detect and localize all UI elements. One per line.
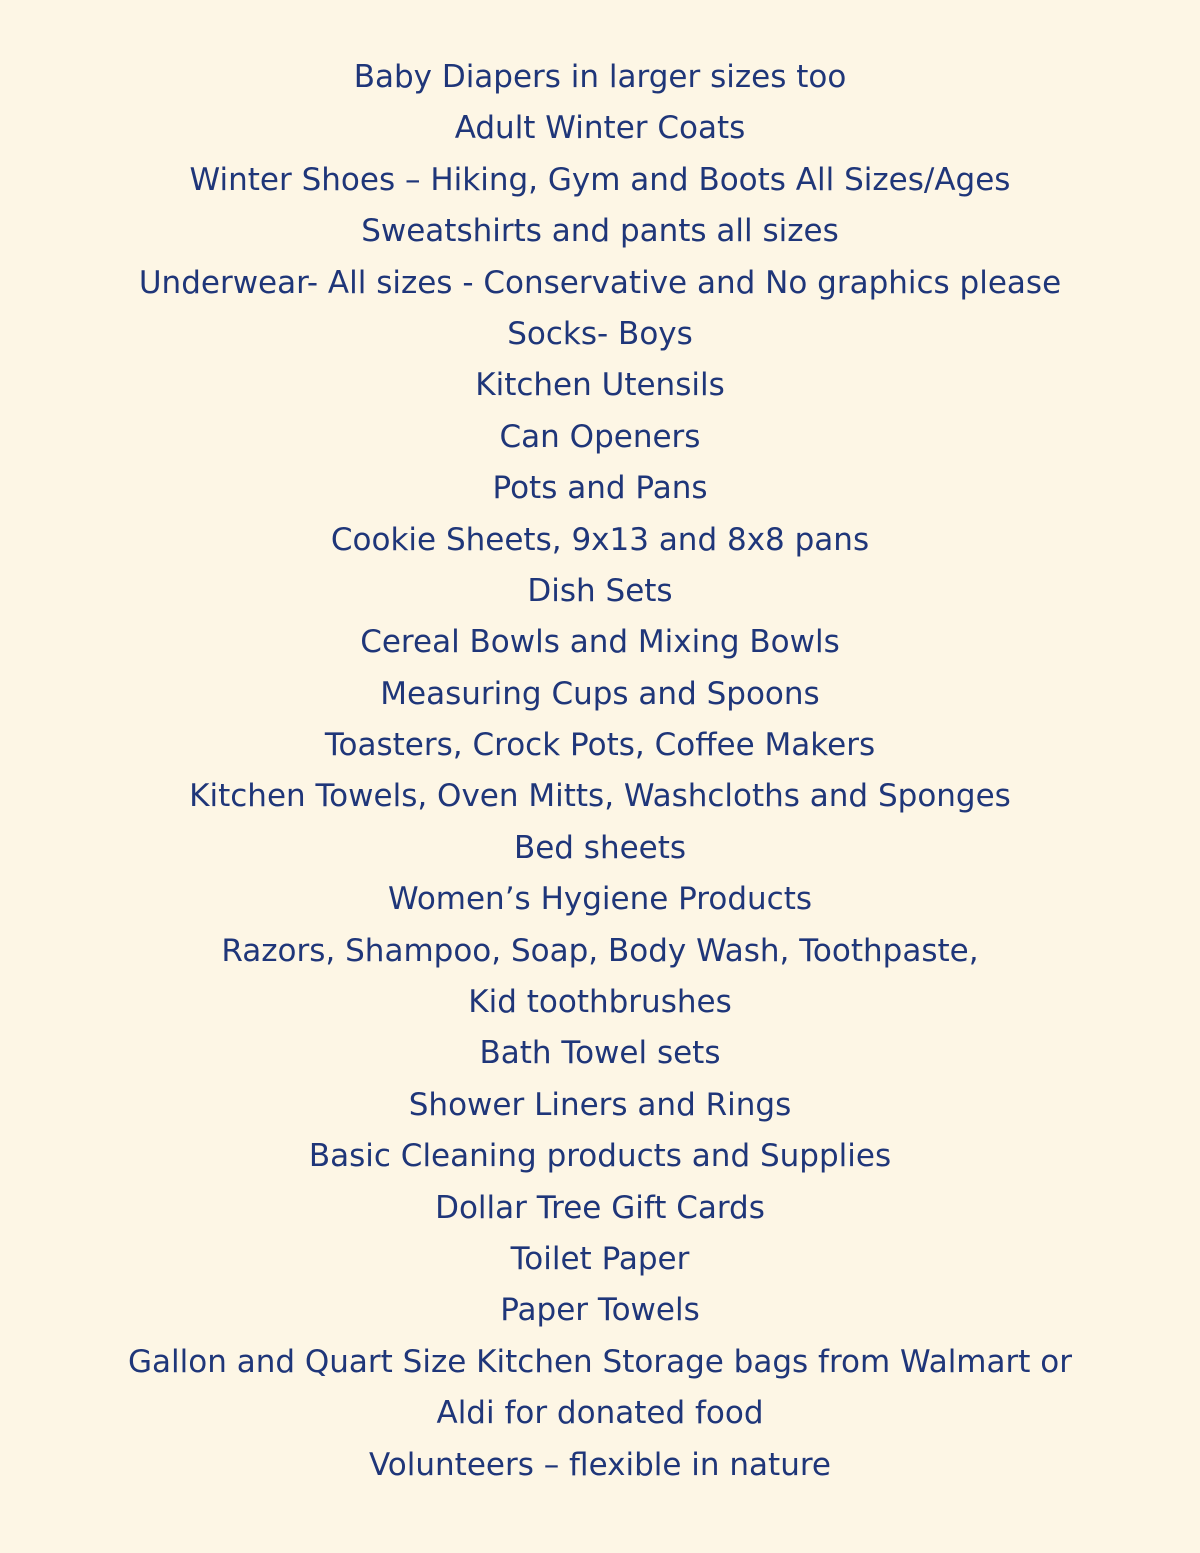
list-item: Bath Towel sets xyxy=(479,1035,721,1072)
list-item: Volunteers – flexible in nature xyxy=(368,1446,831,1483)
list-item: Cookie Sheets, 9x13 and 8x8 pans xyxy=(330,521,870,558)
list-item: Sweatshirts and pants all sizes xyxy=(361,213,839,250)
list-item: Toasters, Crock Pots, Coffee Makers xyxy=(324,727,876,764)
list-item: Winter Shoes – Hiking, Gym and Boots All Sizes/Ages xyxy=(189,161,1011,198)
list-item: Kitchen Towels, Oven Mitts, Washcloths and Sponges xyxy=(189,778,1011,815)
list-item: Shower Liners and Rings xyxy=(408,1086,792,1123)
list-item: Bed sheets xyxy=(513,829,687,866)
donation-list xyxy=(0,52,1200,1491)
list-item: Measuring Cups and Spoons xyxy=(380,675,820,712)
list-item: Adult Winter Coats xyxy=(454,110,746,147)
list-item: Dollar Tree Gift Cards xyxy=(435,1189,765,1226)
list-item: Paper Towels xyxy=(500,1292,700,1329)
list-item: Socks- Boys xyxy=(507,315,693,352)
list-item: Baby Diapers in larger sizes too xyxy=(353,59,847,95)
list-item: Dish Sets xyxy=(527,572,673,609)
list-item: Can Openers xyxy=(499,418,701,455)
list-item: Aldi for donated food xyxy=(436,1395,764,1432)
list-item: Razors, Shampoo, Soap, Body Wash, Toothpaste, xyxy=(221,932,979,969)
list-item: Kitchen Utensils xyxy=(475,367,725,404)
list-item: Underwear- All sizes - Conservative and No graphics please xyxy=(138,264,1062,301)
list-item: Kid toothbrushes xyxy=(468,984,732,1021)
list-item: Gallon and Quart Size Kitchen Storage bags from Walmart or xyxy=(128,1343,1072,1380)
list-item: Women’s Hygiene Products xyxy=(387,881,813,918)
list-item: Toilet Paper xyxy=(510,1240,690,1277)
list-item: Pots and Pans xyxy=(492,470,708,507)
list-item: Basic Cleaning products and Supplies xyxy=(308,1138,892,1175)
list-item: Cereal Bowls and Mixing Bowls xyxy=(360,624,840,661)
